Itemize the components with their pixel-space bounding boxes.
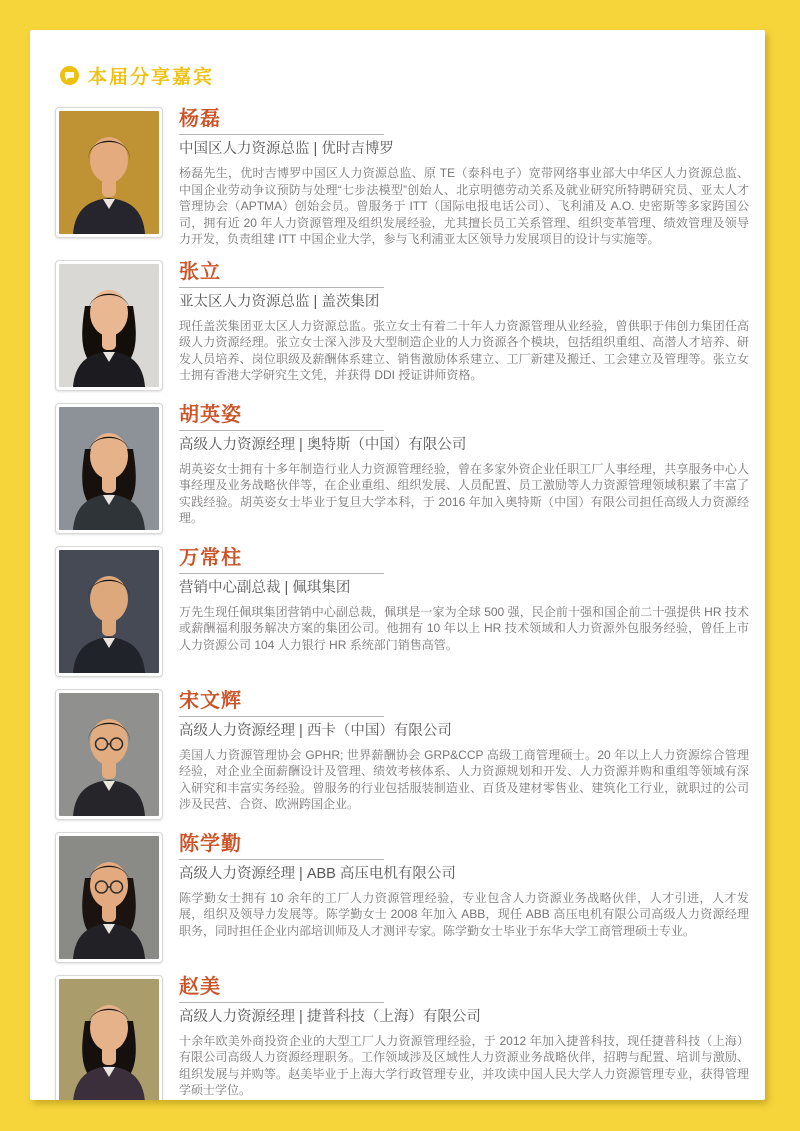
- flyer-page: [30, 30, 765, 1100]
- speaker-bio: 十余年欧美外商投资企业的大型工厂人力资源管理经验，于 2012 年加入捷普科技，现任捷普科技（上海）有限公司高级人力资源经理职务。工作领域涉及区域性人力资源业务战略伙伴，招聘与配置、培训与激励、组织发展与并购等。赵美毕业于上海大学行政管理专业，并攻读中国人民大学人力资源管理专业，获得管理学硕士学位。: [179, 1033, 749, 1098]
- speaker-title: 营销中心副总裁 | 佩琪集团: [179, 579, 351, 596]
- portrait-silhouette: [59, 264, 159, 387]
- name-underline: [179, 977, 384, 1003]
- speaker-photo: [55, 260, 163, 391]
- speech-bubble-icon: [60, 66, 79, 85]
- speaker-name: 赵美: [179, 975, 221, 998]
- speaker-bio: 现任盖茨集团亚太区人力资源总监。张立女士有着二十年人力资源管理从业经验，曾供职于伟创力集团任高级人力资源经理。张立女士深入涉及大型制造企业的人力资源各个模块，包括组织重组、高潜人才培养、研发人员培养、岗位职级及薪酬体系建立、销售激励体系建立、工厂新建及搬迁、工会建立及管理等。张立女士拥有香港大学研究生文凭，并获得 DDI 授证讲师资格。: [179, 318, 749, 383]
- name-underline: [179, 109, 384, 135]
- speaker-row: [55, 689, 749, 820]
- section-header: [60, 62, 749, 89]
- speaker-bio: 陈学勤女士拥有 10 余年的工厂人力资源管理经验，专业包含人力资源业务战略伙伴，人才引进，人才发展，组织及领导力发展等。陈学勤女士 2008 年加入 ABB，现任 ABB 高压电机有限公司高级人力资源经理职务，同时担任企业内部培训师及人才测评专家。陈学勤女士毕业于东华大学工商管理硕士专业。: [179, 890, 749, 938]
- speaker-photo: [55, 546, 163, 677]
- name-underline: [179, 834, 384, 860]
- speaker-info: [179, 260, 749, 384]
- speaker-row: [55, 403, 749, 534]
- speaker-row: [55, 832, 749, 963]
- speaker-info: [179, 689, 749, 813]
- portrait-silhouette: [59, 550, 159, 673]
- speaker-name: 胡英姿: [179, 403, 242, 426]
- portrait-silhouette: [59, 836, 159, 959]
- speaker-name: 陈学勤: [179, 832, 242, 855]
- speaker-info: [179, 975, 749, 1099]
- speaker-photo: [55, 975, 163, 1100]
- speaker-row: [55, 260, 749, 391]
- speaker-name: 杨磊: [179, 108, 221, 130]
- speaker-bio: 美国人力资源管理协会 GPHR; 世界薪酬协会 GRP&CCP 高级工商管理硕士。20 年以上人力资源综合管理经验，对企业全面薪酬设计及管理、绩效考核体系、人力资源规划和开发、人力资源并购和重组等领域有深入研究和丰富实务经验。曾服务的行业包括服装制造业、百货及建材零售业、建筑化工行业，就职过的公司涉及民营、合资、欧洲跨国企业。: [179, 747, 749, 812]
- speaker-name: 张立: [179, 260, 221, 283]
- speaker-info: [179, 832, 749, 940]
- name-underline: [179, 548, 384, 574]
- speaker-photo: [55, 107, 163, 238]
- speaker-row: [55, 107, 749, 248]
- section-title: 本届分享嘉宾: [88, 67, 215, 88]
- speaker-title: 高级人力资源经理 | ABB 高压电机有限公司: [179, 865, 456, 882]
- portrait-silhouette: [59, 407, 159, 530]
- speaker-title: 高级人力资源经理 | 奥特斯（中国）有限公司: [179, 436, 467, 453]
- portrait-silhouette: [59, 111, 159, 234]
- speaker-title: 中国区人力资源总监 | 优时吉博罗: [179, 141, 394, 157]
- speaker-title: 高级人力资源经理 | 西卡（中国）有限公司: [179, 722, 452, 739]
- name-underline: [179, 262, 384, 288]
- speaker-info: [179, 107, 749, 248]
- speaker-photo: [55, 689, 163, 820]
- speaker-title: 高级人力资源经理 | 捷普科技（上海）有限公司: [179, 1008, 481, 1025]
- speaker-photo: [55, 832, 163, 963]
- speaker-row: [55, 975, 749, 1100]
- speaker-info: [179, 403, 749, 527]
- speaker-row: [55, 546, 749, 677]
- portrait-silhouette: [59, 693, 159, 816]
- speaker-name: 宋文辉: [179, 689, 242, 712]
- speaker-info: [179, 546, 749, 654]
- speaker-name: 万常柱: [179, 546, 242, 569]
- name-underline: [179, 691, 384, 717]
- name-underline: [179, 405, 384, 431]
- speaker-photo: [55, 403, 163, 534]
- speaker-title: 亚太区人力资源总监 | 盖茨集团: [179, 293, 380, 310]
- speaker-bio: 万先生现任佩琪集团营销中心副总裁，佩琪是一家为全球 500 强，民企前十强和国企前二十强提供 HR 技术或薪酬福利服务解决方案的集团公司。他拥有 10 年以上 HR 技术领域和人力资源外包服务经验，曾任上市人力资源公司 104 人力银行 HR 系统部门销售高管。: [179, 604, 749, 652]
- speaker-bio: 杨磊先生，优时吉博罗中国区人力资源总监、原 TE（泰科电子）宽带网络事业部大中华区人力资源总监、中国企业劳动争议预防与处理“七步法模型”创始人、北京明德劳动关系及就业研究所特聘研究员、亚太人才管理协会（APTMA）创始会员。曾服务于 ITT（国际电报电话公司）、飞利浦及 A.O. 史密斯等多家跨国公司，拥有近 20 年人力资源管理及组织发展经验，尤其擅长员工关系管理、组织变革管理、绩效管理及领导力开发，负责组建 ITT 中国企业大学，参与飞利浦亚太区领导力发展项目的设计与实施等。: [179, 166, 749, 247]
- portrait-silhouette: [59, 979, 159, 1100]
- speaker-bio: 胡英姿女士拥有十多年制造行业人力资源管理经验，曾在多家外资企业任职工厂人事经理，共享服务中心人事经理及业务战略伙伴等，在企业重组、组织发展、人员配置、员工激励等人力资源管理领域积累了丰富了实践经验。胡英姿女士毕业于复旦大学本科，于 2016 年加入奥特斯（中国）有限公司担任高级人力资源经理。: [179, 461, 749, 526]
